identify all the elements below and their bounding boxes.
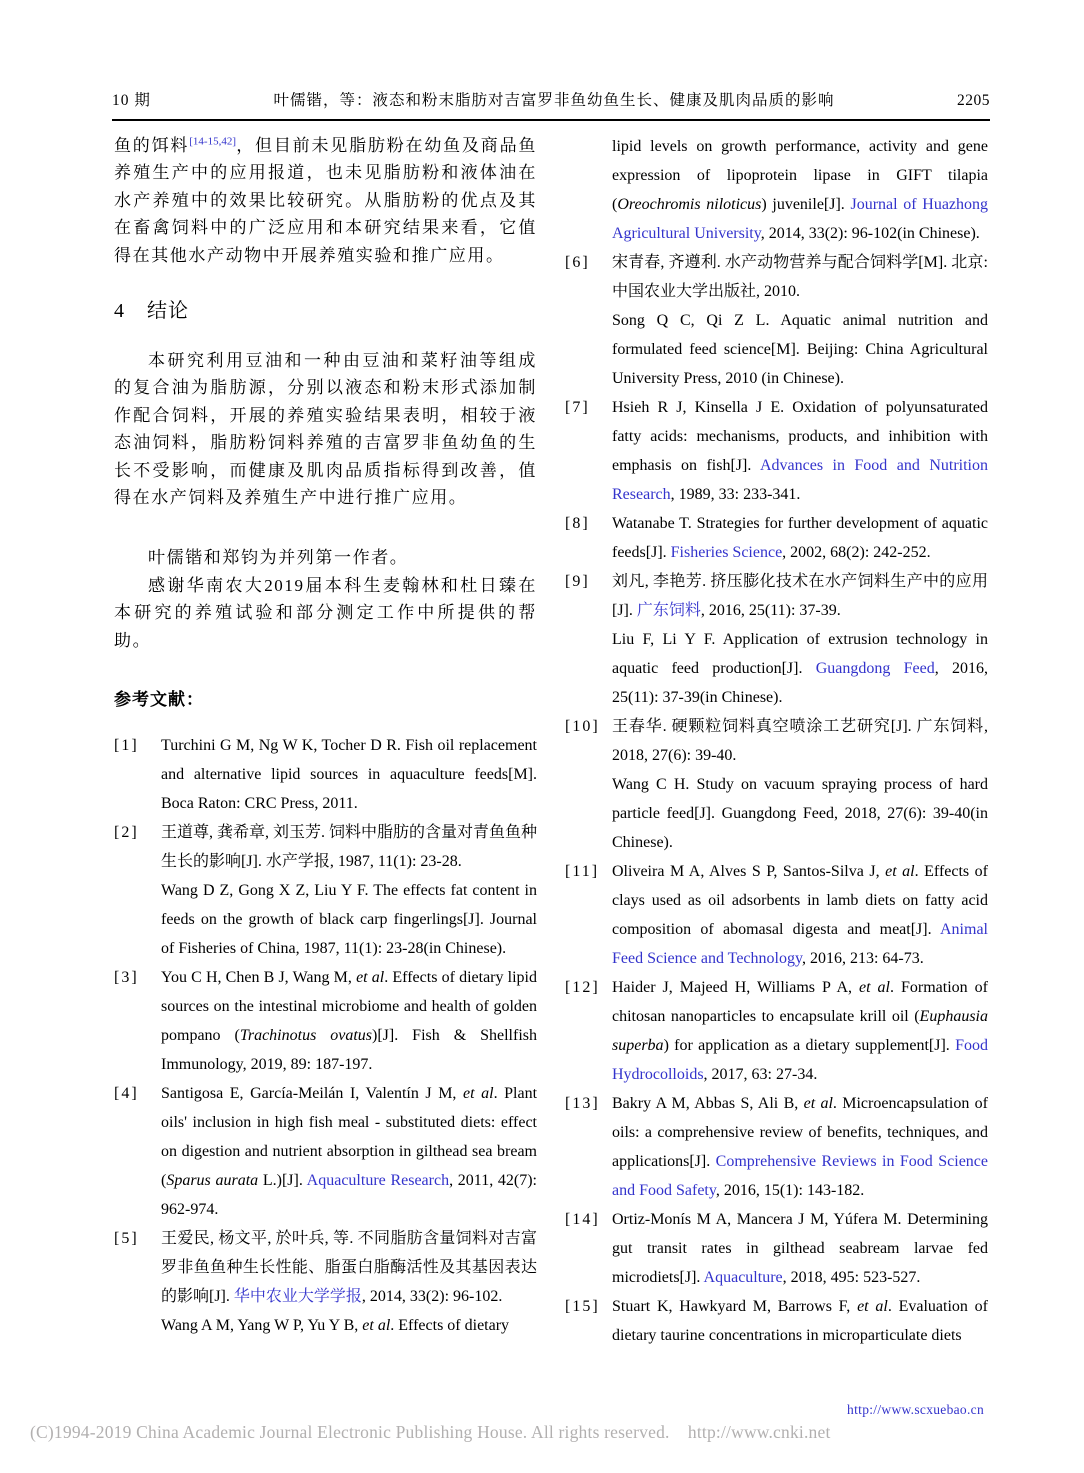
reference-text: , 2014, 33(2): 96-102. [361, 1288, 503, 1306]
reference-text: 王爱民, 杨文平, 於叶兵, 等. 不同脂肪含量饲料对吉富罗非鱼鱼种生长性能、脂蛋白脂酶活性及其基因表达的影响[J]. [161, 1230, 537, 1306]
reference-body [161, 963, 537, 1079]
reference-item [565, 567, 988, 712]
journal-title-link[interactable]: Comprehensive Reviews in Food Science and Food Safety [612, 1153, 988, 1199]
reference-body [612, 248, 988, 393]
reference-body [612, 393, 988, 509]
reference-citation-block [612, 1292, 988, 1350]
reference-text: . Effects of dietary lipid sources on the intestinal microbiome and health of golden pompano ( [161, 969, 538, 1045]
body-text: 鱼的饵料 [114, 136, 190, 155]
reference-body [612, 857, 988, 973]
reference-text: Euphausia superba [612, 1008, 988, 1054]
reference-citation-block [161, 876, 537, 963]
reference-text: , 1989, 33: 233-341. [670, 486, 801, 503]
issue-number: 10 期 [112, 92, 151, 109]
reference-text: Haider J, Majeed H, Williams P A, [612, 979, 859, 996]
reference-citation-block [612, 857, 988, 973]
reference-number: [1] [114, 737, 139, 755]
reference-item [565, 509, 988, 567]
reference-text: Song Q C, Qi Z L. Aquatic animal nutrition and formulated feed science[M]. Beijing: China Agricultural University Press, 2010 (in Chinese). [612, 312, 988, 387]
reference-text: Bakry A M, Abbas S, Ali B, [612, 1095, 804, 1112]
reference-number [565, 132, 612, 248]
reference-text: , 2018, 495: 523-527. [782, 1269, 921, 1286]
reference-text: et al [857, 1298, 888, 1315]
section-heading-conclusion [114, 294, 537, 323]
reference-citation-block [612, 306, 988, 393]
reference-text: 刘凡, 李艳芳. 挤压膨化技术在水产饲料生产中的应用[J]. [612, 573, 988, 619]
reference-citation-block [612, 712, 988, 770]
journal-title-link[interactable]: Food Hydrocolloids [612, 1037, 988, 1083]
reference-body [161, 1079, 537, 1224]
reference-text: Santigosa E, García-Meilán I, Valentín J M, [161, 1085, 463, 1103]
co-first-author-note: 叶儒锴和郑钧为并列第一作者。 [148, 548, 409, 568]
reference-number: [14] [565, 1211, 600, 1228]
reference-number: [13] [565, 1095, 600, 1112]
reference-number: [12] [565, 979, 600, 996]
reference-text: , 2014, 33(2): 96-102(in Chinese). [760, 225, 980, 242]
conclusion-paragraph: 本研究利用豆油和一种由豆油和菜籽油等组成的复合油为脂肪源，分别以液态和粉末形式添加制作配合饲料，开展的养殖实验结果表明，相较于液态油饲料，脂肪粉饲料养殖的吉富罗非鱼幼鱼的生长不受影响，而健康及肌肉品质指标得到改善，值得在水产饲料及养殖生产中进行推广应用。 [114, 351, 537, 508]
reference-citation-block [612, 248, 988, 306]
reference-citation-block [612, 1205, 988, 1292]
journal-title-link[interactable]: Fisheries Science [670, 544, 783, 561]
references-list-left [114, 731, 537, 1340]
reference-number: [9] [565, 573, 590, 590]
reference-text: Oreochromis niloticus [617, 196, 762, 213]
reference-item [565, 857, 988, 973]
reference-citation-block [161, 963, 537, 1079]
reference-text: Wang C H. Study on vacuum spraying process of hard particle feed[J]. Guangdong Feed, 2018, 27(6): 39-40(in Chinese). [612, 776, 988, 851]
reference-citation-block [161, 1224, 537, 1311]
reference-text: et al [885, 863, 915, 880]
reference-text: 王春华. 硬颗粒饲料真空喷涂工艺研究[J]. 广东饲料, 2018, 27(6): 39-40. [612, 718, 988, 764]
reference-text: , 2002, 68(2): 242-252. [782, 544, 931, 561]
reference-item [565, 1089, 988, 1205]
reference-number: [2] [114, 824, 139, 842]
reference-text: L.)[J]. [258, 1172, 307, 1190]
reference-text: et al [362, 1317, 391, 1335]
reference-text: ) juvenile[J]. [761, 196, 851, 213]
reference-text: . Plant oils' inclusion in high fish meal - substituted diets: effect on digestion and nutrient absorption in gilthead sea bream ( [161, 1085, 538, 1190]
reference-body [612, 973, 988, 1089]
journal-title-link[interactable]: 广东饲料 [636, 602, 701, 619]
reference-body [612, 1205, 988, 1292]
reference-text: , 2016, 213: 64-73. [801, 950, 924, 967]
reference-citation-block [612, 625, 988, 712]
reference-number: [7] [565, 399, 590, 416]
reference-text: Liu F, Li Y F. Application of extrusion technology in aquatic feed production[J]. [612, 631, 988, 677]
reference-text: Watanabe T. Strategies for further development of aquatic feeds[J]. [612, 515, 988, 561]
reference-item [565, 132, 988, 248]
page-header [112, 88, 990, 121]
acknowledgment-note: 感谢华南农大2019届本科生麦翰林和杜日臻在本研究的养殖试验和部分测定工作中所提供的帮助。 [114, 575, 537, 650]
reference-text: Stuart K, Hawkyard M, Barrows F, [612, 1298, 858, 1315]
reference-text: Hsieh R J, Kinsella J E. Oxidation of polyunsaturated fatty acids: mechanisms, products, and inhibition with emphasis on fish[J]. [612, 399, 988, 474]
author-notes [114, 544, 537, 654]
reference-item [565, 393, 988, 509]
reference-body [612, 1089, 988, 1205]
journal-title-link[interactable]: Aquaculture Research [306, 1172, 450, 1190]
references-heading: 参考文献： [114, 690, 204, 710]
reference-body [161, 1224, 537, 1340]
reference-text: 宋青春, 齐遵利. 水产动物营养与配合饲料学[M]. 北京: 中国农业大学出版社, 2010. [612, 254, 988, 300]
reference-citation-block [161, 1311, 537, 1340]
reference-citation-block [612, 132, 988, 248]
reference-text: ) for application as a dietary supplement[J]. [663, 1037, 956, 1054]
reference-number: [11] [565, 863, 600, 880]
reference-number: [15] [565, 1298, 600, 1315]
reference-body [612, 567, 988, 712]
reference-body [612, 509, 988, 567]
paragraph-continued [114, 132, 537, 269]
reference-number: [10] [565, 718, 600, 735]
section-number: 4 [114, 300, 125, 323]
reference-number: [5] [114, 1230, 139, 1248]
reference-citation-block [161, 818, 537, 876]
right-column [565, 132, 988, 1350]
reference-number: [4] [114, 1085, 139, 1103]
reference-text: Sparus aurata [166, 1172, 259, 1190]
journal-title-link[interactable]: Guangdong Feed [815, 660, 935, 677]
reference-body [612, 1292, 988, 1350]
scxuebao-url-link[interactable]: http://www.scxuebao.cn [847, 1402, 984, 1417]
reference-text: . Effects of clays used as oil adsorbents in lamb diets on fatty acid composition of abomasal digesta and meat[J]. [612, 863, 988, 938]
page-number: 2205 [957, 92, 990, 109]
references-list-right [565, 132, 988, 1350]
two-column-body [114, 132, 988, 1350]
copyright-notice: (C)1994-2019 China Academic Journal Electronic Publishing House. All rights reserved. http://www.cnki.net [30, 1422, 831, 1442]
journal-title-link[interactable]: Journal of Huazhong Agricultural University [612, 196, 989, 242]
citation-superscript-link[interactable]: [14-15,42] [189, 135, 236, 148]
reference-citation-block [612, 509, 988, 567]
reference-text: Wang D Z, Gong X Z, Liu Y F. The effects fat content in feeds on the growth of black carp fingerlings[J]. Journal of Fisheries of China, 1987, 11(1): 23-28(in Chinese). [161, 882, 537, 958]
reference-text: . Evaluation of dietary taurine concentrations in microparticulate diets [612, 1298, 988, 1344]
reference-item [114, 1079, 537, 1224]
reference-text: Trachinotus ovatus [239, 1027, 373, 1045]
reference-item [114, 963, 537, 1079]
reference-text: , 2011, 42(7): 962-974. [161, 1172, 538, 1219]
reference-text: , 2017, 63: 27-34. [703, 1066, 818, 1083]
reference-text: et al [463, 1085, 494, 1103]
reference-item [114, 818, 537, 963]
reference-body [612, 132, 988, 248]
reference-item [565, 248, 988, 393]
reference-citation-block [612, 567, 988, 625]
reference-text: et al [356, 969, 385, 987]
reference-body [161, 731, 537, 818]
reference-text: Ortiz-Monís M A, Mancera J M, Yúfera M. Determining gut transit rates in gilthead seabream larvae fed microdiets[J]. [612, 1211, 988, 1286]
reference-item [565, 1292, 988, 1350]
reference-text: et al [803, 1095, 833, 1112]
reference-text: lipid levels on growth performance, activity and gene expression of lipoprotein lipase in GIFT tilapia ( [612, 138, 988, 213]
reference-text: You C H, Chen B J, Wang M, [161, 969, 357, 987]
reference-text: Turchini G M, Ng W K, Tocher D R. Fish oil replacement and alternative lipid sources in aquaculture feeds[M]. Boca Raton: CRC Press, 2011. [161, 737, 537, 813]
reference-citation-block [612, 1089, 988, 1205]
journal-title-link[interactable]: Advances in Food and Nutrition Research [612, 457, 989, 503]
reference-citation-block [612, 393, 988, 509]
reference-citation-block [612, 770, 988, 857]
reference-text: , 2016, 15(1): 143-182. [715, 1182, 865, 1199]
journal-title-link[interactable]: 华中农业大学学报 [233, 1288, 362, 1306]
reference-text: . Effects of dietary [390, 1317, 510, 1335]
reference-item [565, 1205, 988, 1292]
reference-number: [3] [114, 969, 139, 987]
reference-number: [8] [565, 515, 590, 532]
running-title: 叶儒锴，等：液态和粉末脂肪对吉富罗非鱼幼鱼生长、健康及肌肉品质的影响 [273, 92, 835, 109]
reference-text: Oliveira M A, Alves S P, Santos-Silva J, [612, 863, 886, 880]
left-column [114, 132, 537, 1350]
reference-number: [6] [565, 254, 590, 271]
reference-item [565, 712, 988, 857]
reference-item [114, 1224, 537, 1340]
reference-text: . Microencapsulation of oils: a comprehensive review of benefits, techniques, and applications[J]. [612, 1095, 988, 1170]
reference-citation-block [612, 973, 988, 1089]
journal-title-link[interactable]: Aquaculture [703, 1269, 783, 1286]
reference-text: et al [859, 979, 890, 996]
reference-body [161, 818, 537, 963]
reference-item [565, 973, 988, 1089]
journal-title-link[interactable]: Animal Feed Science and Technology [612, 921, 988, 967]
reference-citation-block [161, 1079, 537, 1224]
reference-text: , 2016, 25(11): 37-39. [700, 602, 841, 619]
body-text: ，但目前未见脂肪粉在幼鱼及商品鱼养殖生产中的应用报道，也未见脂肪粉和液体油在水产养殖中的效果比较研究。从脂肪粉的优点及其在畜禽饲料中的广泛应用和本研究结果来看，它值得在其他水产动物中开展养殖实验和推广应用。 [114, 136, 537, 265]
reference-text: Wang A M, Yang W P, Yu Y B, [161, 1317, 363, 1335]
reference-text: 王道尊, 龚希章, 刘玉芳. 饲料中脂肪的含量对青鱼鱼种生长的影响[J]. 水产学报, 1987, 11(1): 23-28. [161, 824, 538, 871]
reference-citation-block [161, 731, 537, 818]
reference-text: )[J]. Fish & Shellfish Immunology, 2019, 89: 187-197. [161, 1027, 537, 1074]
section-title: 结论 [147, 300, 189, 323]
reference-body [612, 712, 988, 857]
reference-text: . Formation of chitosan nanoparticles to encapsulate krill oil ( [612, 979, 988, 1025]
reference-item [114, 731, 537, 818]
reference-text: , 2016, 25(11): 37-39(in Chinese). [612, 660, 989, 706]
